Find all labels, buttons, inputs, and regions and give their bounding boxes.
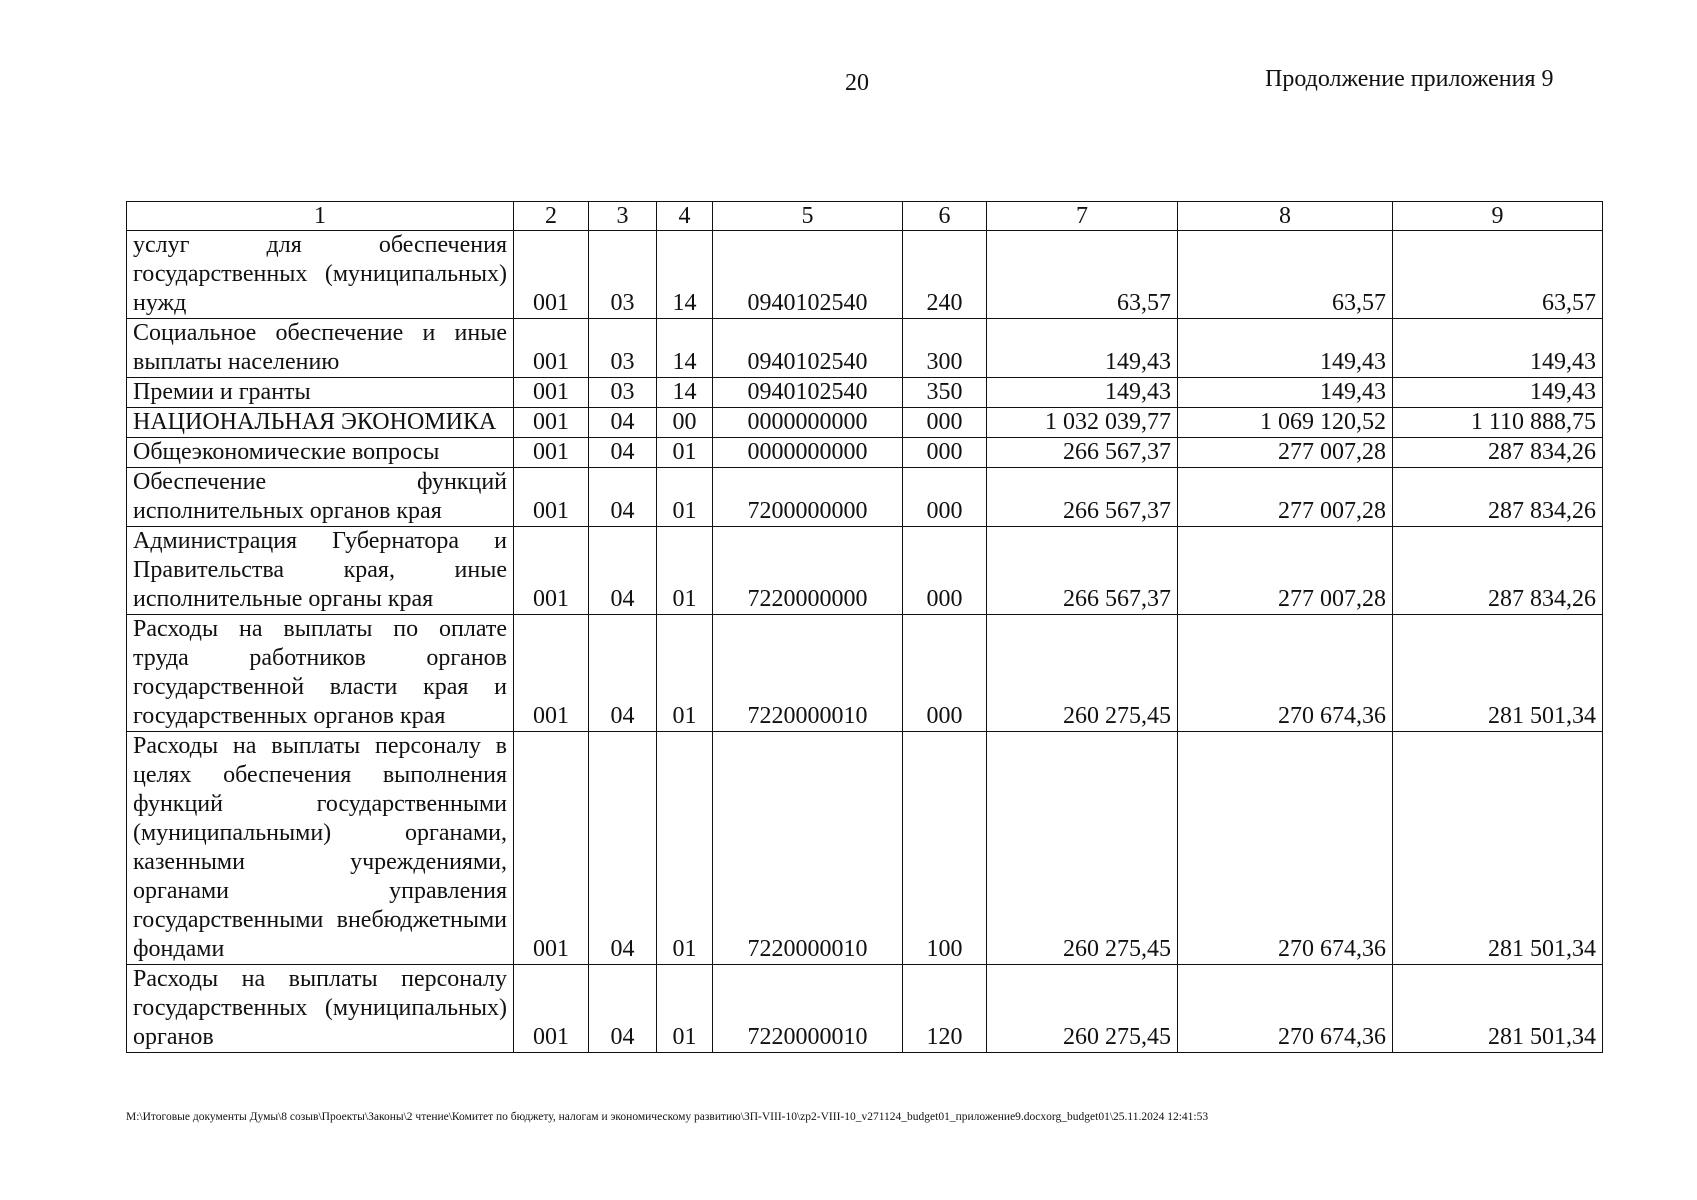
amount-year2-cell: 277 007,28: [1178, 468, 1393, 527]
column-header: 5: [713, 202, 903, 231]
expense-type-cell: 300: [903, 319, 987, 378]
table-row: [127, 231, 1603, 319]
amount-year2-cell: 270 674,36: [1178, 965, 1393, 1053]
ministry-code-cell: 001: [514, 468, 589, 527]
ministry-code-cell: 001: [514, 615, 589, 732]
document-file-path: М:\Итоговые документы Думы\8 созыв\Проекты\Законы\2 чтение\Комитет по бюджету, налогам и экономическому развитию\ЗП-VIII-10\zp2-VIII-10_v271124_budget01_приложение9.docxorg_budget01\25.11.2024 12:41:53: [126, 1111, 1209, 1123]
subsection-code-cell: 01: [657, 468, 713, 527]
table-row: [127, 615, 1603, 732]
table-row: [127, 319, 1603, 378]
column-header: 6: [903, 202, 987, 231]
column-number-row: [127, 202, 1603, 231]
table-row: [127, 438, 1603, 468]
subsection-code-cell: 01: [657, 615, 713, 732]
expense-type-cell: 240: [903, 231, 987, 319]
ministry-code-cell: 001: [514, 438, 589, 468]
column-header: 2: [514, 202, 589, 231]
amount-year3-cell: 63,57: [1393, 231, 1603, 319]
column-header: 7: [987, 202, 1178, 231]
expense-type-cell: 000: [903, 615, 987, 732]
ministry-code-cell: 001: [514, 527, 589, 615]
expense-name-cell: Расходы на выплаты по оплате труда работников органов государственной власти края и государственных органов края: [127, 615, 514, 732]
subsection-code-cell: 01: [657, 527, 713, 615]
expense-type-cell: 000: [903, 527, 987, 615]
column-header: 1: [127, 202, 514, 231]
ministry-code-cell: 001: [514, 965, 589, 1053]
section-code-cell: 04: [589, 438, 657, 468]
expense-name-cell: Общеэкономические вопросы: [127, 438, 514, 468]
expense-name-cell: Социальное обеспечение и иные выплаты населению: [127, 319, 514, 378]
expense-type-cell: 100: [903, 732, 987, 965]
section-code-cell: 03: [589, 231, 657, 319]
budget-table: [126, 201, 1603, 1053]
ministry-code-cell: 001: [514, 408, 589, 438]
amount-year3-cell: 149,43: [1393, 378, 1603, 408]
expense-type-cell: 000: [903, 408, 987, 438]
amount-year3-cell: 149,43: [1393, 319, 1603, 378]
column-header: 9: [1393, 202, 1603, 231]
expense-type-cell: 350: [903, 378, 987, 408]
table-row: [127, 732, 1603, 965]
table-row: [127, 468, 1603, 527]
amount-year2-cell: 270 674,36: [1178, 732, 1393, 965]
amount-year1-cell: 149,43: [987, 319, 1178, 378]
amount-year2-cell: 277 007,28: [1178, 438, 1393, 468]
amount-year1-cell: 149,43: [987, 378, 1178, 408]
table-row: [127, 408, 1603, 438]
target-article-cell: 7220000000: [713, 527, 903, 615]
appendix-continuation-note: Продолжение приложения 9: [1265, 66, 1554, 92]
subsection-code-cell: 14: [657, 319, 713, 378]
section-code-cell: 04: [589, 468, 657, 527]
page-number: 20: [845, 70, 869, 96]
target-article-cell: 7220000010: [713, 615, 903, 732]
section-code-cell: 04: [589, 965, 657, 1053]
section-code-cell: 03: [589, 378, 657, 408]
amount-year3-cell: 281 501,34: [1393, 615, 1603, 732]
amount-year2-cell: 149,43: [1178, 378, 1393, 408]
target-article-cell: 7200000000: [713, 468, 903, 527]
amount-year1-cell: 1 032 039,77: [987, 408, 1178, 438]
ministry-code-cell: 001: [514, 231, 589, 319]
table-row: [127, 527, 1603, 615]
expense-name-cell: НАЦИОНАЛЬНАЯ ЭКОНОМИКА: [127, 408, 514, 438]
amount-year3-cell: 287 834,26: [1393, 468, 1603, 527]
subsection-code-cell: 01: [657, 732, 713, 965]
amount-year3-cell: 287 834,26: [1393, 438, 1603, 468]
ministry-code-cell: 001: [514, 319, 589, 378]
column-header: 4: [657, 202, 713, 231]
subsection-code-cell: 14: [657, 378, 713, 408]
amount-year1-cell: 260 275,45: [987, 732, 1178, 965]
amount-year3-cell: 287 834,26: [1393, 527, 1603, 615]
section-code-cell: 03: [589, 319, 657, 378]
amount-year1-cell: 266 567,37: [987, 438, 1178, 468]
expense-name-cell: Обеспечение функций исполнительных органов края: [127, 468, 514, 527]
amount-year2-cell: 1 069 120,52: [1178, 408, 1393, 438]
expense-name-cell: Администрация Губернатора и Правительства края, иные исполнительные органы края: [127, 527, 514, 615]
expense-name-cell: Расходы на выплаты персоналу государственных (муниципальных) органов: [127, 965, 514, 1053]
target-article-cell: 0940102540: [713, 319, 903, 378]
table-row: [127, 378, 1603, 408]
column-header: 3: [589, 202, 657, 231]
column-header: 8: [1178, 202, 1393, 231]
expense-name-cell: услуг для обеспечения государственных (муниципальных) нужд: [127, 231, 514, 319]
amount-year1-cell: 266 567,37: [987, 527, 1178, 615]
target-article-cell: 0940102540: [713, 231, 903, 319]
amount-year3-cell: 281 501,34: [1393, 732, 1603, 965]
amount-year3-cell: 281 501,34: [1393, 965, 1603, 1053]
ministry-code-cell: 001: [514, 732, 589, 965]
subsection-code-cell: 14: [657, 231, 713, 319]
section-code-cell: 04: [589, 615, 657, 732]
amount-year2-cell: 277 007,28: [1178, 527, 1393, 615]
expense-type-cell: 000: [903, 468, 987, 527]
table-row: [127, 965, 1603, 1053]
section-code-cell: 04: [589, 732, 657, 965]
subsection-code-cell: 00: [657, 408, 713, 438]
target-article-cell: 0000000000: [713, 438, 903, 468]
amount-year1-cell: 63,57: [987, 231, 1178, 319]
target-article-cell: 0940102540: [713, 378, 903, 408]
amount-year2-cell: 270 674,36: [1178, 615, 1393, 732]
ministry-code-cell: 001: [514, 378, 589, 408]
target-article-cell: 0000000000: [713, 408, 903, 438]
section-code-cell: 04: [589, 527, 657, 615]
amount-year3-cell: 1 110 888,75: [1393, 408, 1603, 438]
expense-type-cell: 000: [903, 438, 987, 468]
target-article-cell: 7220000010: [713, 732, 903, 965]
amount-year2-cell: 63,57: [1178, 231, 1393, 319]
amount-year1-cell: 266 567,37: [987, 468, 1178, 527]
expense-name-cell: Премии и гранты: [127, 378, 514, 408]
amount-year1-cell: 260 275,45: [987, 965, 1178, 1053]
target-article-cell: 7220000010: [713, 965, 903, 1053]
expense-type-cell: 120: [903, 965, 987, 1053]
subsection-code-cell: 01: [657, 965, 713, 1053]
amount-year2-cell: 149,43: [1178, 319, 1393, 378]
subsection-code-cell: 01: [657, 438, 713, 468]
amount-year1-cell: 260 275,45: [987, 615, 1178, 732]
expense-name-cell: Расходы на выплаты персоналу в целях обеспечения выполнения функций государственными (муниципальными) органами, казенными учреждениями, органами управления государственными внебюджетными фондами: [127, 732, 514, 965]
section-code-cell: 04: [589, 408, 657, 438]
